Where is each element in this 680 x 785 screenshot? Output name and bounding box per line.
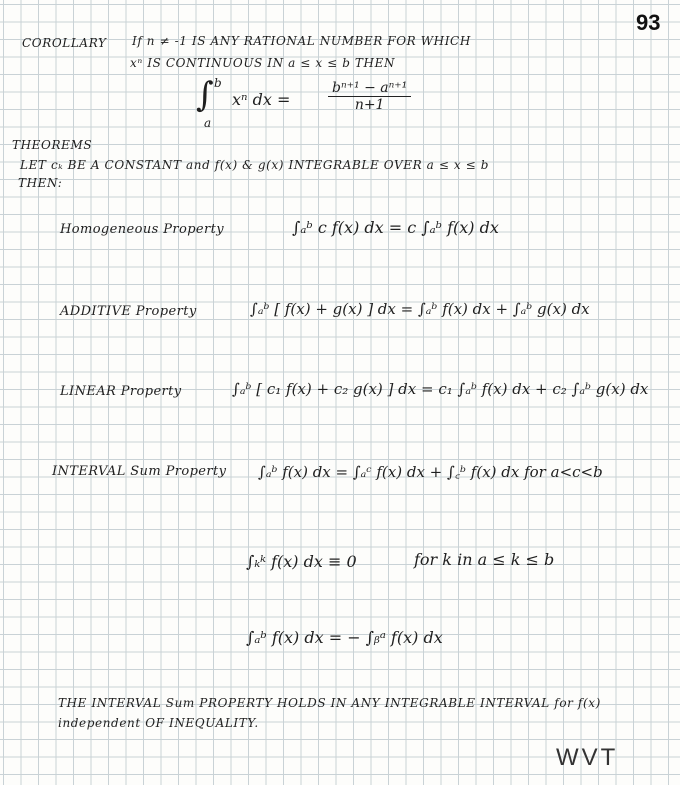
theorems-line-1: LET cₖ BE A CONSTANT and f(x) & g(x) INTEGRABLE OVER a ≤ x ≤ b [20, 158, 490, 172]
reversal-rule-formula: ∫ₐᵇ f(x) dx = − ∫ᵦᵃ f(x) dx [246, 628, 443, 647]
lower-limit: a [204, 116, 212, 130]
signature: WVT [556, 744, 619, 771]
corollary-fraction [328, 80, 411, 113]
page-number: 93 [636, 10, 661, 35]
property-formula-linear: ∫ₐᵇ [ c₁ f(x) + c₂ g(x) ] dx = c₁ ∫ₐᵇ f(x) dx + c₂ ∫ₐᵇ g(x) dx [232, 380, 649, 398]
fraction-numerator: bⁿ⁺¹ − aⁿ⁺¹ [328, 80, 411, 97]
property-name-linear: LINEAR Property [60, 384, 182, 399]
theorems-line-2: THEN: [18, 176, 63, 190]
corollary-label: COROLLARY [22, 36, 107, 50]
footer-line-2: independent OF INEQUALITY. [58, 716, 259, 730]
zero-width-rule-formula: ∫ₖᵏ f(x) dx ≡ 0 [246, 552, 357, 571]
property-formula-additive: ∫ₐᵇ [ f(x) + g(x) ] dx = ∫ₐᵇ f(x) dx + ∫ₐᵇ g(x) dx [250, 300, 590, 318]
property-name-interval-sum: INTERVAL Sum Property [52, 464, 227, 479]
zero-width-rule-note: for k in a ≤ k ≤ b [414, 550, 555, 569]
fraction-denominator: n+1 [354, 97, 385, 113]
corollary-integrand: xⁿ dx = [232, 90, 291, 109]
property-name-homogeneous: Homogeneous Property [60, 222, 224, 237]
property-formula-interval-sum: ∫ₐᵇ f(x) dx = ∫ₐᶜ f(x) dx + ∫꜀ᵇ f(x) dx for a<c<b [258, 463, 603, 481]
footer-line-1: THE INTERVAL Sum PROPERTY HOLDS IN ANY INTEGRABLE INTERVAL for f(x) [58, 696, 601, 710]
corollary-line-1: If n ≠ -1 IS ANY RATIONAL NUMBER FOR WHICH [132, 34, 471, 48]
integral-sign: ∫ [196, 75, 214, 115]
property-name-additive: ADDITIVE Property [60, 304, 197, 319]
corollary-line-2: xⁿ IS CONTINUOUS IN a ≤ x ≤ b THEN [130, 56, 396, 70]
theorems-heading: THEOREMS [12, 138, 93, 152]
property-formula-homogeneous: ∫ₐᵇ c f(x) dx = c ∫ₐᵇ f(x) dx [292, 218, 499, 237]
upper-limit: b [214, 76, 222, 90]
